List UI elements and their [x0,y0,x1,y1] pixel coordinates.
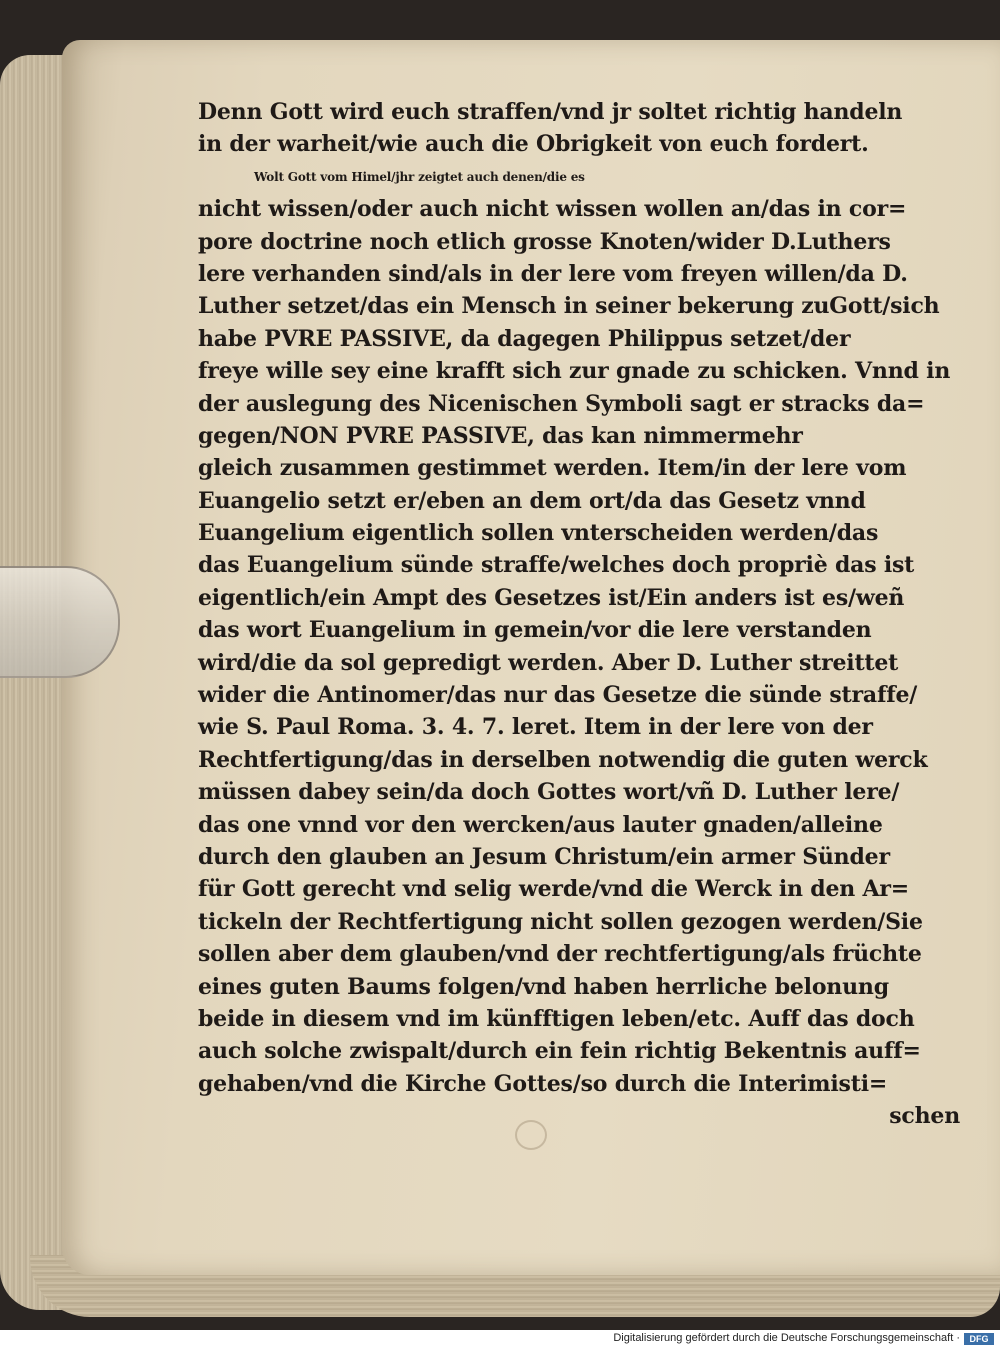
text-line: müssen dabey sein/da doch Gottes wort/vñ D. Luther lere/ [198,779,900,806]
text-line: durch den glauben an Jesum Christum/ein armer Sünder [198,843,890,870]
text-line: gehaben/vnd die Kirche Gottes/so durch die Interimisti= [198,1070,888,1097]
catchword: schen [889,1103,960,1130]
text-line: beide in diesem vnd im künfftigen leben/etc. Auff das doch [198,1005,915,1032]
text-line: freye wille sey eine krafft sich zur gnade zu schicken. Vnnd in [198,358,951,385]
text-line: das one vnnd vor den wercken/aus lauter gnaden/alleine [198,811,883,838]
text-line: sollen aber dem glauben/vnd der rechtfertigung/als früchte [198,941,922,968]
text-line: gleich zusammen gestimmet werden. Item/in der lere vom [198,455,907,482]
text-line: eigentlich/ein Ampt des Gesetzes ist/Ein anders ist es/weñ [198,584,905,611]
text-line: Luther setzet/das ein Mensch in seiner bekerung zuGott/sich [198,293,940,320]
text-line: in der warheit/wie auch die Obrigkeit von euch fordert. [198,131,869,158]
text-line: tickeln der Rechtfertigung nicht sollen gezogen werden/Sie [198,908,923,935]
text-line: das Euangelium sünde straffe/welches doch propriè das ist [198,552,915,579]
text-line: nicht wissen/oder auch nicht wissen wollen an/das in cor= [198,196,907,223]
text-line: lere verhanden sind/als in der lere vom freyen willen/da D. [198,260,908,287]
text-line: für Gott gerecht vnd selig werde/vnd die Werck in den Ar= [198,876,909,903]
text-line: Rechtfertigung/das in derselben notwendig die guten werck [198,746,928,773]
text-line: auch solche zwispalt/durch ein fein richtig Bekentnis auff= [198,1038,921,1065]
footer-bar [0,1330,1000,1348]
text-line: Wolt Gott vom Himel/jhr zeigtet auch denen/die es [254,169,585,184]
text-line: Denn Gott wird euch straffen/vnd jr soltet richtig handeln [198,99,903,125]
text-line: habe PVRE PASSIVE, da dagegen Philippus setzet/der [198,325,851,352]
text-line: Euangelio setzt er/eben an dem ort/da das Gesetz vnnd [198,487,866,514]
text-line: wider die Antinomer/das nur das Gesetze die sünde straffe/ [198,682,918,709]
text-line: pore doctrine noch etlich grosse Knoten/wider D.Luthers [198,228,891,255]
text-line: das wort Euangelium in gemein/vor die lere verstanden [198,617,872,644]
funding-credit: Digitalisierung gefördert durch die Deutsche Forschungsgemeinschaft · [613,1332,960,1344]
book-clip [0,566,120,678]
text-line: wie S. Paul Roma. 3. 4. 7. leret. Item in der lere von der [198,714,873,741]
text-line: wird/die da sol gepredigt werden. Aber D. Luther streittet [198,649,899,676]
page-text-block [198,96,968,1133]
text-line: der auslegung des Nicenischen Symboli sagt er stracks da= [198,390,925,417]
dfg-logo: DFG [964,1333,994,1345]
text-line: eines guten Baums folgen/vnd haben herrliche belonung [198,973,889,1000]
text-line: Euangelium eigentlich sollen vnterscheiden werden/das [198,520,879,547]
text-line: gegen/NON PVRE PASSIVE, das kan nimmermehr [198,422,803,449]
